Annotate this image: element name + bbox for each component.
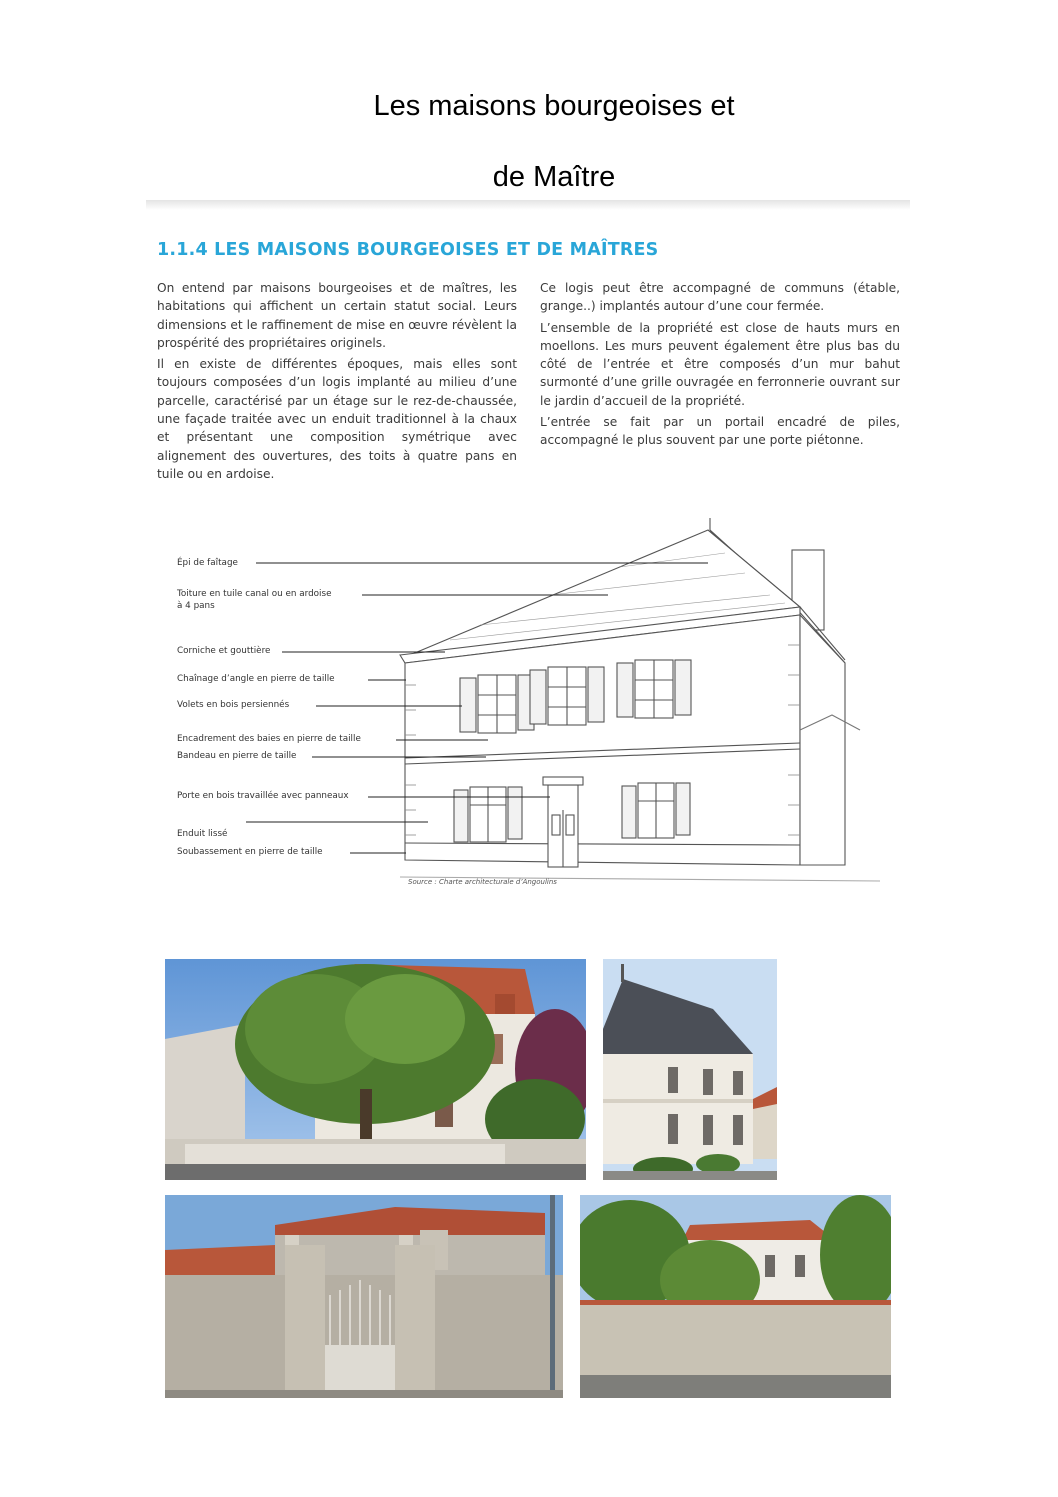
label-soubassement: Soubassement en pierre de taille — [177, 847, 323, 857]
text-column-left — [157, 279, 517, 486]
house-diagram — [160, 515, 900, 890]
label-encadrement: Encadrement des baies en pierre de taille — [177, 734, 361, 744]
title-divider — [146, 200, 910, 210]
paragraph: Il en existe de différentes époques, mais elles sont toujours composées d’un logis implanté au milieu d’une parcelle, caractérisé par un étage sur le rez-de-chaussée, une façade traitée avec un enduit traditionnel à la chaux et présentant une composition symétrique avec alignement des ouvertures, des toits à quatre pans en tuile ou en ardoise. — [157, 357, 517, 481]
paragraph: L’ensemble de la propriété est close de hauts murs en moellons. Les murs peuvent également être plus bas du côté de l’entrée et être composés d’un mur bahut surmonté d’une grille ouvragée en ferronnerie ouvrant sur le jardin d’accueil de la propriété. — [540, 320, 900, 408]
paragraph: Ce logis peut être accompagné de communs (étable, grange..) implantés autour d’une cour fermée. — [540, 281, 900, 314]
label-chainage: Chaînage d’angle en pierre de taille — [177, 674, 335, 684]
photo-slate-roof-house — [603, 959, 777, 1180]
section-heading: 1.1.4 LES MAISONS BOURGEOISES ET DE MAÎTRES — [157, 240, 659, 260]
photo-gate-with-piers — [165, 1195, 563, 1398]
label-bandeau: Bandeau en pierre de taille — [177, 751, 297, 761]
label-epi-de-faitage: Épi de faîtage — [177, 558, 238, 568]
label-corniche: Corniche et gouttière — [177, 646, 271, 656]
diagram-source: Source : Charte architecturale d’Angoulins — [408, 878, 557, 886]
page-title-line-1: Les maisons bourgeoises et — [373, 90, 735, 122]
text-column-right — [540, 279, 900, 453]
label-volets: Volets en bois persiennés — [177, 700, 290, 710]
label-toiture-cont: à 4 pans — [177, 601, 215, 611]
label-enduit: Enduit lissé — [177, 829, 228, 839]
paragraph: On entend par maisons bourgeoises et de maîtres, les habitations qui affichent un certain statut social. Leurs dimensions et le raffinement de mise en œuvre révèlent la prospérité des propriétaires originels. — [157, 281, 517, 350]
photo-house-with-tree — [165, 959, 586, 1180]
photo-house-behind-wall — [580, 1195, 891, 1398]
label-porte: Porte en bois travaillée avec panneaux — [177, 791, 349, 801]
paragraph: L’entrée se fait par un portail encadré de piles, accompagné le plus souvent par une porte piétonne. — [540, 415, 900, 448]
label-toiture: Toiture en tuile canal ou en ardoise — [177, 589, 332, 599]
page-title-line-2: de Maître — [492, 161, 616, 193]
